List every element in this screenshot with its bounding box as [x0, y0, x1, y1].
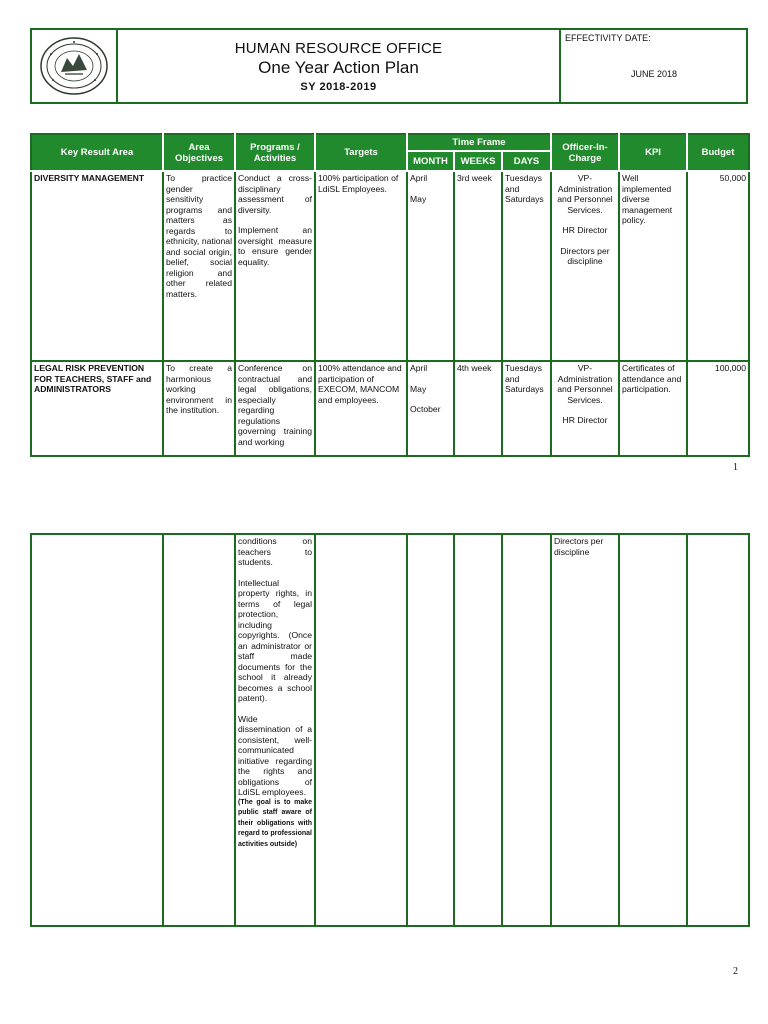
program-cell — [235, 171, 315, 361]
budget-cell — [687, 534, 749, 926]
program-cell: Conference on contractual and legal obligations, especially regarding regulations governing training and working — [235, 361, 315, 456]
month-item: April — [410, 173, 428, 183]
program-note: (The goal is to make public staff aware of their obligations with regard to professional activities outside) — [238, 798, 312, 848]
weeks-cell — [454, 534, 502, 926]
month-item: October — [410, 404, 441, 414]
col-month: MONTH — [407, 151, 454, 171]
officer-item: HR Director — [562, 225, 608, 235]
weeks-cell: 3rd week — [454, 171, 502, 361]
effectivity-cell — [561, 30, 746, 102]
kpi-cell — [619, 534, 687, 926]
objective-cell: To practice gender sensitivity programs and matters as regards to ethnicity, national and social origin, belief, social religion and other related matters. — [163, 171, 235, 361]
col-weeks: WEEKS — [454, 151, 502, 171]
officer-item: Directors per discipline — [560, 245, 610, 266]
school-seal-logo — [39, 36, 109, 96]
document-header — [30, 28, 748, 104]
kra-cell: LEGAL RISK PREVENTION FOR TEACHERS, STAFF and ADMINISTRATORS — [31, 361, 163, 456]
school-year: SY 2018-2019 — [300, 80, 377, 93]
days-cell: Tuesdays and Saturdays — [502, 171, 551, 361]
month-cell — [407, 361, 454, 456]
objective-cell: To create a harmonious working environment in the institution. — [163, 361, 235, 456]
page-number: 2 — [733, 966, 738, 977]
officer-cell — [551, 361, 619, 456]
target-cell — [315, 534, 407, 926]
col-area-objectives: Area Objectives — [163, 134, 235, 171]
month-cell — [407, 534, 454, 926]
program-item: Intellectual property rights, in terms of legal protection, including copyrights. (Once an administrator or staff made documents for the school it already becomes a school patent). — [238, 577, 312, 703]
objective-cell — [163, 534, 235, 926]
effectivity-value: JUNE 2018 — [631, 69, 678, 79]
kra-cell — [31, 534, 163, 926]
kra-cell: DIVERSITY MANAGEMENT — [31, 171, 163, 361]
budget-cell: 100,000 — [687, 361, 749, 456]
plan-title: One Year Action Plan — [258, 57, 419, 77]
month-item: May — [410, 383, 427, 394]
col-officer-in-charge: Officer-In-Charge — [551, 134, 619, 171]
weeks-cell: 4th week — [454, 361, 502, 456]
officer-item: VP-Administration and Personnel Services. — [557, 173, 613, 215]
budget-cell: 50,000 — [687, 171, 749, 361]
month-item: May — [410, 193, 427, 204]
table-row — [31, 534, 749, 926]
col-kpi: KPI — [619, 134, 687, 171]
page-number: 1 — [733, 462, 738, 473]
officer-item: VP-Administration and Personnel Services. — [557, 363, 613, 405]
kpi-cell: Well implemented diverse management policy. — [619, 171, 687, 361]
target-cell: 100% attendance and participation of EXECOM, MANCOM and employees. — [315, 361, 407, 456]
program-item: Conduct a cross-disciplinary assessment of diversity. — [238, 173, 312, 215]
logo-cell — [32, 30, 118, 102]
program-item: Implement an oversight measure to ensure gender equality. — [238, 225, 312, 267]
col-days: DAYS — [502, 151, 551, 171]
officer-item: HR Director — [562, 415, 608, 425]
month-item: April — [410, 363, 428, 373]
days-cell: Tuesdays and Saturdays — [502, 361, 551, 456]
effectivity-label: EFFECTIVITY DATE: — [565, 33, 651, 43]
action-plan-continuation-table — [30, 533, 750, 927]
program-item: conditions on teachers to students. — [238, 536, 312, 567]
officer-cell — [551, 171, 619, 361]
table-row — [31, 361, 749, 456]
program-cell — [235, 534, 315, 926]
col-time-frame: Time Frame — [407, 134, 551, 151]
col-key-result-area: Key Result Area — [31, 134, 163, 171]
officer-cell: Directors per discipline — [551, 534, 619, 926]
target-cell: 100% participation of LdiSL Employees. — [315, 171, 407, 361]
col-programs-activities: Programs / Activities — [235, 134, 315, 171]
program-item: Wide dissemination of a consistent, well-communicated initiative regarding the rights and obligations of LdiSL employees. — [238, 713, 312, 797]
action-plan-table — [30, 133, 750, 457]
col-targets: Targets — [315, 134, 407, 171]
col-budget: Budget — [687, 134, 749, 171]
office-title: HUMAN RESOURCE OFFICE — [234, 39, 443, 57]
month-cell — [407, 171, 454, 361]
title-cell — [118, 30, 561, 102]
kpi-cell: Certificates of attendance and participation. — [619, 361, 687, 456]
days-cell — [502, 534, 551, 926]
table-row — [31, 171, 749, 361]
